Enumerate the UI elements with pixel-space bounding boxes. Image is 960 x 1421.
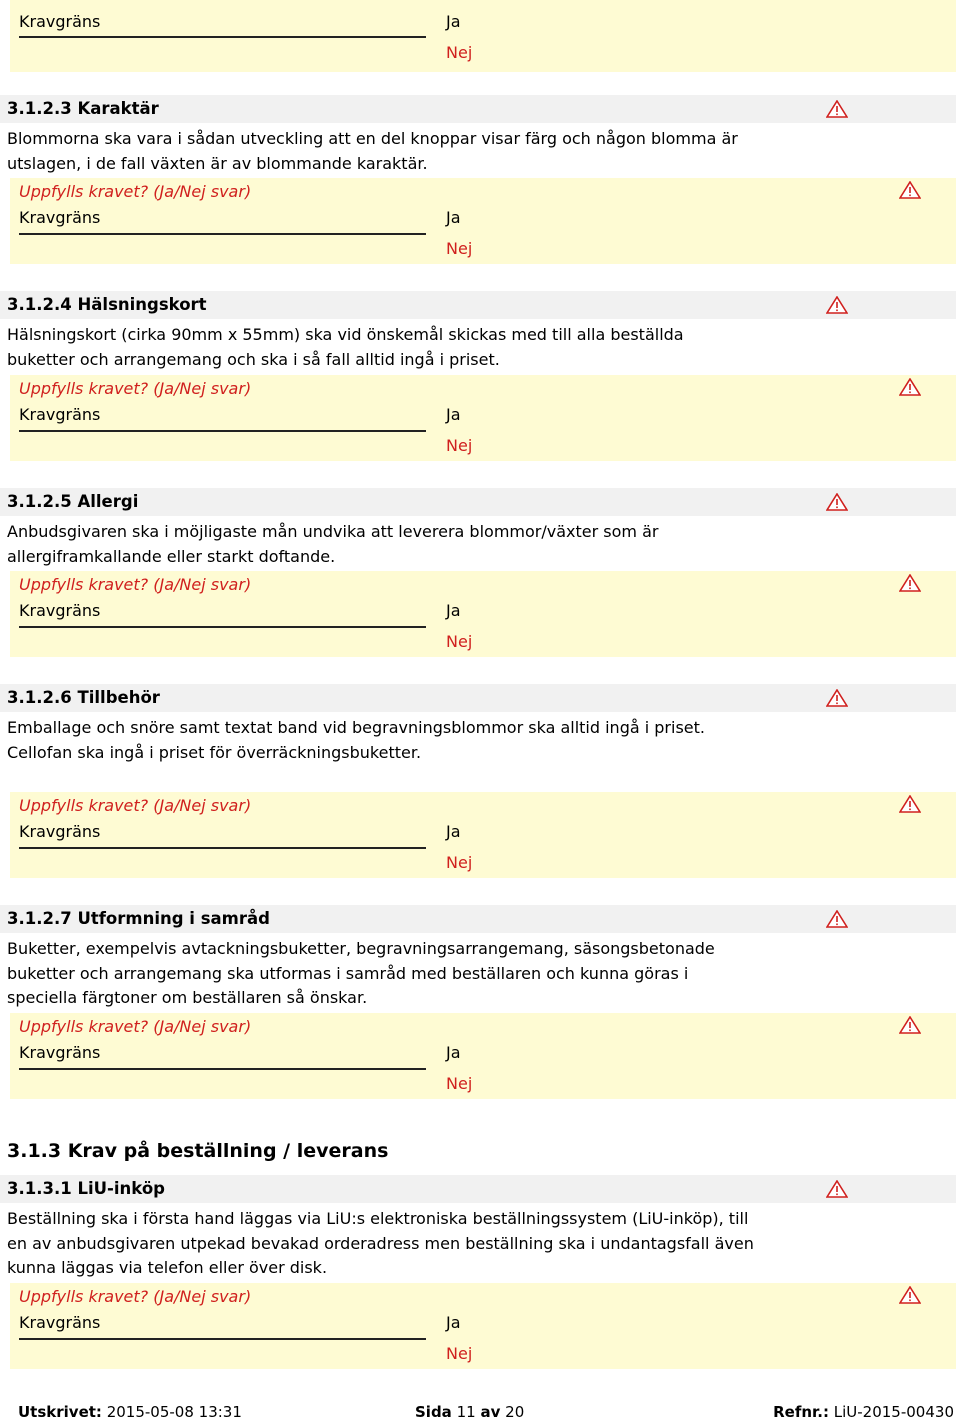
kravgrans-label: Kravgräns xyxy=(19,1043,101,1062)
kravgrans-label: Kravgräns xyxy=(19,208,101,227)
answer-box xyxy=(10,375,956,461)
description-line: allergiframkallande eller starkt doftande. xyxy=(7,546,336,566)
requirement-description xyxy=(7,716,807,765)
footer-ref-value: LiU-2015-00430 xyxy=(833,1403,954,1421)
requirement-heading xyxy=(0,488,956,516)
footer-page-total: 20 xyxy=(505,1403,525,1421)
footer-ref xyxy=(773,1403,954,1421)
ja-option[interactable]: Ja xyxy=(446,1043,461,1062)
requirement-description xyxy=(7,323,807,372)
nej-option[interactable]: Nej xyxy=(446,43,473,62)
kravgrans-input[interactable] xyxy=(19,430,426,432)
answer-box xyxy=(10,1283,956,1369)
warning-triangle-icon xyxy=(899,574,921,592)
warning-triangle-icon xyxy=(899,795,921,813)
ja-option[interactable]: Ja xyxy=(446,208,461,227)
requirement-title: 3.1.2.3 Karaktär xyxy=(7,99,159,118)
question-label: Uppfylls kravet? (Ja/Nej svar) xyxy=(19,182,252,201)
kravgrans-input[interactable] xyxy=(19,1068,426,1070)
requirement-heading xyxy=(0,1175,956,1203)
answer-box xyxy=(10,792,956,878)
warning-triangle-icon xyxy=(899,1016,921,1034)
description-line: speciella färgtoner om beställaren så önskar. xyxy=(7,988,368,1007)
kravgrans-label: Kravgräns xyxy=(19,12,101,31)
description-line: kunna läggas via telefon eller över disk. xyxy=(7,1258,328,1277)
footer-printed-label: Utskrivet: xyxy=(18,1403,102,1421)
requirement-title: 3.1.3.1 LiU-inköp xyxy=(7,1179,165,1198)
warning-triangle-icon xyxy=(826,689,848,707)
warning-triangle-icon xyxy=(826,296,848,314)
description-line: en av anbudsgivaren utpekad bevakad orderadress men beställning ska i undantagsfall även xyxy=(7,1233,754,1253)
warning-triangle-icon xyxy=(899,181,921,199)
question-label: Uppfylls kravet? (Ja/Nej svar) xyxy=(19,379,252,398)
answer-box xyxy=(10,1013,956,1099)
ja-option[interactable]: Ja xyxy=(446,12,461,31)
description-line: buketter och arrangemang ska utformas i samråd med beställaren och kunna göras i xyxy=(7,963,689,983)
description-line: Hälsningskort (cirka 90mm x 55mm) ska vid önskemål skickas med till alla beställda xyxy=(7,325,684,344)
warning-triangle-icon xyxy=(899,378,921,396)
footer-page xyxy=(415,1403,524,1421)
nej-option[interactable]: Nej xyxy=(446,436,473,455)
requirement-heading xyxy=(0,905,956,933)
question-label: Uppfylls kravet? (Ja/Nej svar) xyxy=(19,1287,252,1306)
requirement-description xyxy=(7,520,807,569)
ja-option[interactable]: Ja xyxy=(446,822,461,841)
kravgrans-label: Kravgräns xyxy=(19,601,101,620)
nej-option[interactable]: Nej xyxy=(446,239,473,258)
requirement-title: 3.1.2.7 Utformning i samråd xyxy=(7,909,270,928)
requirement-heading xyxy=(0,95,956,123)
kravgrans-label: Kravgräns xyxy=(19,822,101,841)
description-line: Buketter, exempelvis avtackningsbuketter, begravningsarrangemang, säsongsbetonade xyxy=(7,939,715,958)
question-label: Uppfylls kravet? (Ja/Nej svar) xyxy=(19,1017,252,1036)
kravgrans-input[interactable] xyxy=(19,1338,426,1340)
question-label: Uppfylls kravet? (Ja/Nej svar) xyxy=(19,575,252,594)
footer-page-of: av xyxy=(480,1403,501,1421)
warning-triangle-icon xyxy=(826,493,848,511)
warning-triangle-icon xyxy=(826,1180,848,1198)
requirement-title: 3.1.2.5 Allergi xyxy=(7,492,139,511)
kravgrans-input[interactable] xyxy=(19,626,426,628)
description-line: utslagen, i de fall växten är av blommande karaktär. xyxy=(7,153,428,173)
kravgrans-input[interactable] xyxy=(19,847,426,849)
footer-printed xyxy=(18,1403,242,1421)
warning-triangle-icon xyxy=(899,1286,921,1304)
requirement-title: 3.1.2.6 Tillbehör xyxy=(7,688,160,707)
nej-option[interactable]: Nej xyxy=(446,1344,473,1363)
description-line: Blommorna ska vara i sådan utveckling att en del knoppar visar färg och någon blomma är xyxy=(7,129,738,148)
footer-printed-value: 2015-05-08 13:31 xyxy=(106,1403,242,1421)
kravgrans-input[interactable] xyxy=(19,233,426,235)
nej-option[interactable]: Nej xyxy=(446,853,473,872)
description-line: buketter och arrangemang och ska i så fall alltid ingå i priset. xyxy=(7,349,500,369)
footer-ref-label: Refnr.: xyxy=(773,1403,829,1421)
warning-triangle-icon xyxy=(826,100,848,118)
requirement-description xyxy=(7,127,807,176)
answer-box xyxy=(10,571,956,657)
description-line: Anbudsgivaren ska i möjligaste mån undvika att leverera blommor/växter som är xyxy=(7,522,659,541)
requirement-title: 3.1.2.4 Hälsningskort xyxy=(7,295,207,314)
description-line: Cellofan ska ingå i priset för överräckningsbuketter. xyxy=(7,742,422,762)
nej-option[interactable]: Nej xyxy=(446,632,473,651)
requirement-heading xyxy=(0,291,956,319)
nej-option[interactable]: Nej xyxy=(446,1074,473,1093)
warning-triangle-icon xyxy=(826,910,848,928)
description-line: Beställning ska i första hand läggas via LiU:s elektroniska beställningssystem (LiU-inköp), till xyxy=(7,1209,749,1228)
requirement-description xyxy=(7,937,807,1011)
kravgrans-input[interactable] xyxy=(19,36,426,38)
answer-box-partial xyxy=(10,0,956,72)
footer-page-number: 11 xyxy=(456,1403,476,1421)
question-label: Uppfylls kravet? (Ja/Nej svar) xyxy=(19,796,252,815)
footer-page-label: Sida xyxy=(415,1403,452,1421)
section-heading: 3.1.3 Krav på beställning / leverans xyxy=(7,1140,389,1162)
kravgrans-label: Kravgräns xyxy=(19,405,101,424)
ja-option[interactable]: Ja xyxy=(446,1313,461,1332)
requirement-heading xyxy=(0,684,956,712)
requirement-description xyxy=(7,1207,807,1281)
kravgrans-label: Kravgräns xyxy=(19,1313,101,1332)
description-line: Emballage och snöre samt textat band vid begravningsblommor ska alltid ingå i priset. xyxy=(7,718,705,737)
answer-box xyxy=(10,178,956,264)
ja-option[interactable]: Ja xyxy=(446,601,461,620)
ja-option[interactable]: Ja xyxy=(446,405,461,424)
